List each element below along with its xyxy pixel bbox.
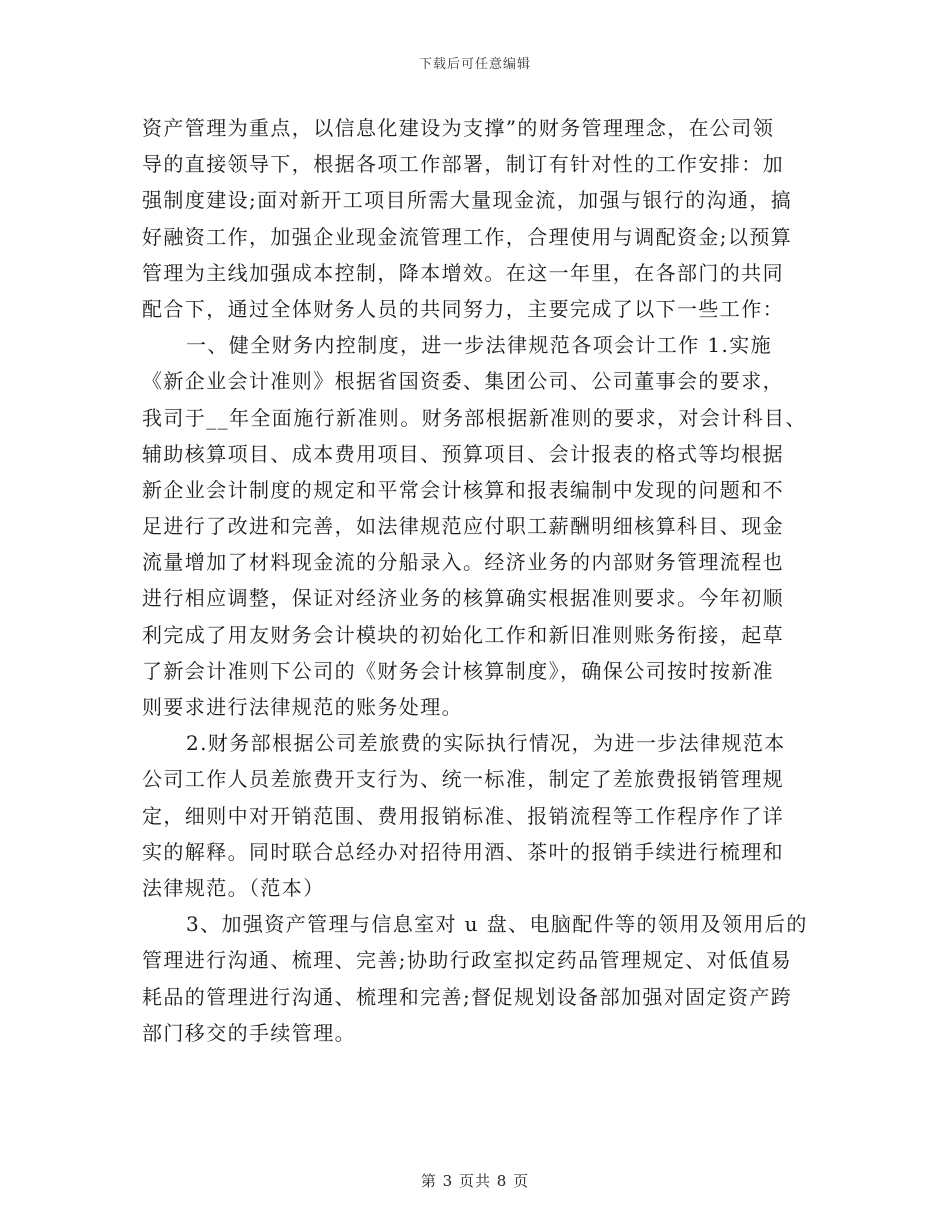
page-header: 下载后可任意编辑 [418, 57, 531, 72]
text-line: 配合下，通过全体财务人员的共同努力，主要完成了以下一些工作： [142, 296, 784, 321]
text-line: 管理进行沟通、梳理、完善;协助行政室拟定药品管理规定、对低值易 [142, 948, 793, 973]
text-line: 管理为主线加强成本控制，降本增效。在这一年里，在各部门的共同 [142, 260, 784, 285]
text-line: 辅助核算项目、成本费用项目、预算项目、会计报表的格式等均根据 [142, 441, 784, 466]
text-line: 我司于__年全面施行新准则。财务部根据新准则的要求，对会计科目、 [142, 405, 807, 430]
paragraph-start-line: 一、健全财务内控制度，进一步法律规范各项会计工作 1.实施 [186, 333, 773, 358]
page-number: 第 3 页共 8 页 [420, 1172, 530, 1190]
paragraph-start-line: 3、加强资产管理与信息室对 u 盘、电脑配件等的领用及领用后的 [186, 912, 808, 937]
text-line: 利完成了用友财务会计模块的初始化工作和新旧准则账务衔接，起草 [142, 622, 784, 647]
text-line: 流量增加了材料现金流的分船录入。经济业务的内部财务管理流程也 [142, 550, 784, 575]
text-line: 则要求进行法律规范的账务处理。 [142, 695, 463, 719]
text-line: 足进行了改进和完善，如法律规范应付职工薪酬明细核算科目、现金 [142, 514, 784, 539]
text-line: 公司工作人员差旅费开支行为、统一标准，制定了差旅费报销管理规 [142, 767, 784, 792]
text-line: 定，细则中对开销范围、费用报销标准、报销流程等工作程序作了详 [142, 803, 784, 828]
text-line: 新企业会计制度的规定和平常会计核算和报表编制中发现的问题和不 [142, 477, 784, 502]
text-line: 法律规范。（范本） [142, 875, 325, 900]
text-line: 导的直接领导下，根据各项工作部署，制订有针对性的工作安排：加 [142, 152, 784, 177]
text-line: 实的解释。同时联合总经办对招待用酒、茶叶的报销手续进行梳理和 [142, 839, 784, 864]
text-line: 《新企业会计准则》根据省国资委、集团公司、公司董事会的要求， [142, 369, 784, 394]
text-line: 耗品的管理进行沟通、梳理和完善;督促规划设备部加强对固定资产跨 [142, 984, 793, 1009]
text-line: 好融资工作，加强企业现金流管理工作，合理使用与调配资金;以预算 [142, 224, 793, 249]
text-line: 了新会计准则下公司的《财务会计核算制度》，确保公司按时按新准 [142, 658, 774, 683]
document-body [142, 110, 810, 1051]
text-line: 进行相应调整，保证对经济业务的核算确实根据准则要求。今年初顺 [142, 586, 784, 611]
text-line: 强制度建设;面对新开工项目所需大量现金流，加强与银行的沟通，搞 [142, 188, 793, 213]
text-line: 资产管理为重点，以信息化建设为支撑”的财务管理理念，在公司领 [142, 116, 775, 140]
paragraph-start-line: 2.财务部根据公司差旅费的实际执行情况，为进一步法律规范本 [186, 731, 786, 756]
text-line: 部门移交的手续管理。 [142, 1020, 356, 1045]
